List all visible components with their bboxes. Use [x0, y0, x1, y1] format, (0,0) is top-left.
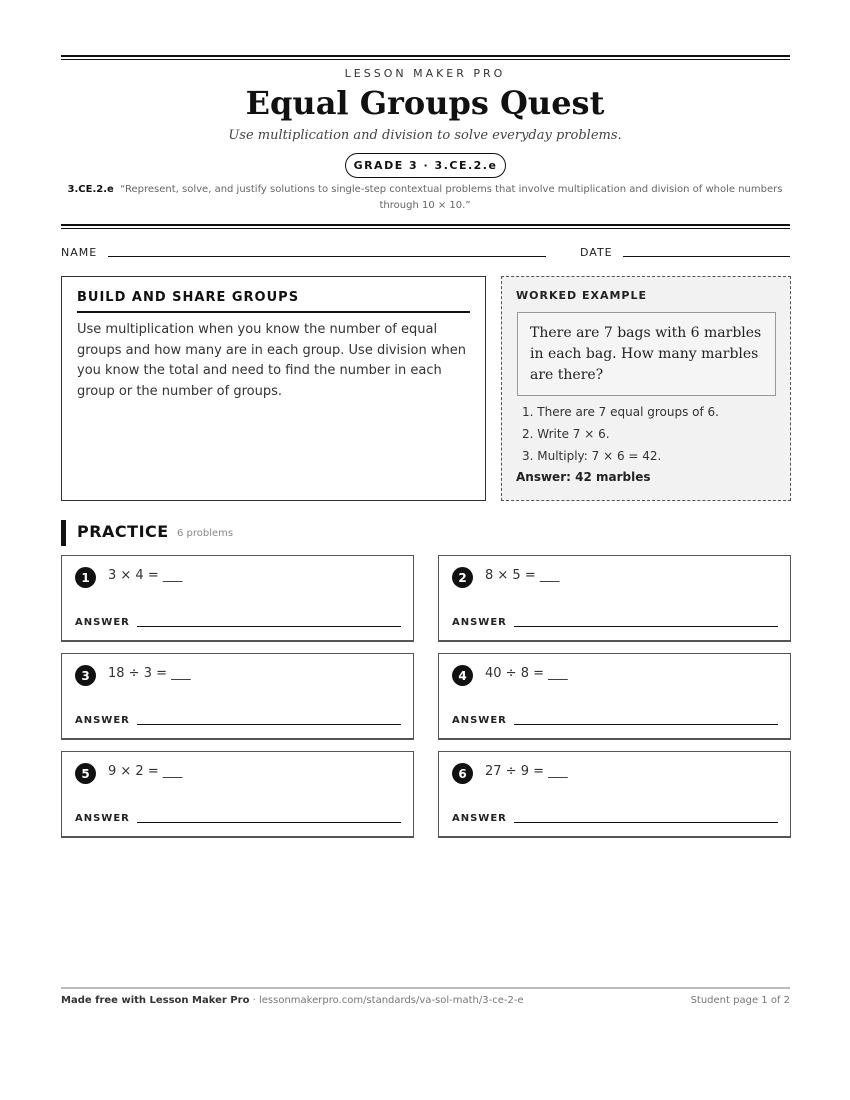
date-label: DATE	[580, 246, 613, 259]
worked-example-answer: Answer: 42 marbles	[516, 470, 651, 484]
practice-count: 6 problems	[177, 528, 234, 539]
footer-rule	[61, 987, 790, 989]
brand-name: LESSON MAKER PRO	[344, 67, 506, 80]
problem-number: 1	[75, 567, 96, 588]
problem-text: 9 × 2 = ___	[108, 764, 183, 779]
problem-number: 3	[75, 665, 96, 686]
problem-number: 2	[452, 567, 473, 588]
problem-text: 27 ÷ 9 = ___	[485, 764, 568, 779]
worked-example-step: 3. Multiply: 7 × 6 = 42.	[522, 449, 662, 463]
answer-field[interactable]	[514, 724, 778, 725]
header-bottom-rule	[61, 224, 790, 229]
answer-field[interactable]	[514, 822, 778, 823]
page-subtitle: Use multiplication and division to solve everyday problems.	[228, 128, 622, 143]
answer-label: ANSWER	[75, 813, 130, 824]
problem-card-5	[61, 751, 414, 838]
standard-code: 3.CE.2.e	[67, 184, 114, 195]
standard-statement	[66, 182, 784, 214]
build-groups-box	[61, 276, 486, 501]
worked-example-box	[501, 276, 791, 501]
worked-example-heading: WORKED EXAMPLE	[516, 289, 647, 302]
problem-text: 18 ÷ 3 = ___	[108, 666, 191, 681]
problem-card-1	[61, 555, 414, 642]
worked-example-steps	[522, 401, 719, 467]
name-label: NAME	[61, 246, 98, 259]
answer-label: ANSWER	[452, 813, 507, 824]
answer-field[interactable]	[137, 724, 401, 725]
footer-page-number: Student page 1 of 2	[690, 995, 790, 1006]
practice-accent-bar	[61, 520, 66, 546]
answer-label: ANSWER	[452, 715, 507, 726]
problem-text: 3 × 4 = ___	[108, 568, 183, 583]
name-field[interactable]	[108, 256, 546, 257]
answer-field[interactable]	[137, 626, 401, 627]
footer-made-with: Made free with Lesson Maker Pro	[61, 995, 250, 1006]
build-body: Use multiplication when you know the number of equal groups and how many are in each group. Use division when you know the total and need to find the number in each group or the number of groups.	[77, 322, 466, 399]
problem-text: 40 ÷ 8 = ___	[485, 666, 568, 681]
grade-badge: GRADE 3 · 3.CE.2.e	[345, 153, 506, 178]
problem-number: 6	[452, 763, 473, 784]
answer-field[interactable]	[137, 822, 401, 823]
practice-title: PRACTICE	[77, 522, 169, 541]
date-field[interactable]	[623, 256, 790, 257]
problem-card-3	[61, 653, 414, 740]
problem-card-2	[438, 555, 791, 642]
answer-field[interactable]	[514, 626, 778, 627]
worked-example-problem: There are 7 bags with 6 marbles in each bag. How many marbles are there?	[517, 312, 776, 396]
footer-credit	[61, 995, 524, 1006]
top-rule	[61, 55, 790, 60]
answer-label: ANSWER	[75, 617, 130, 628]
page-title: Equal Groups Quest	[245, 84, 605, 122]
build-heading: BUILD AND SHARE GROUPS	[77, 290, 470, 313]
footer-url[interactable]: · lessonmakerpro.com/standards/va-sol-math/3-ce-2-e	[249, 995, 524, 1006]
problem-card-6	[438, 751, 791, 838]
problem-text: 8 × 5 = ___	[485, 568, 560, 583]
answer-label: ANSWER	[75, 715, 130, 726]
problem-number: 4	[452, 665, 473, 686]
worked-example-step: 2. Write 7 × 6.	[522, 427, 610, 441]
answer-label: ANSWER	[452, 617, 507, 628]
worked-example-step: 1. There are 7 equal groups of 6.	[522, 405, 719, 419]
problem-card-4	[438, 653, 791, 740]
standard-text: “Represent, solve, and justify solutions to single-step contextual problems that involve multiplication and division of whole numbers through 10 × 10.”	[120, 184, 783, 211]
problem-number: 5	[75, 763, 96, 784]
